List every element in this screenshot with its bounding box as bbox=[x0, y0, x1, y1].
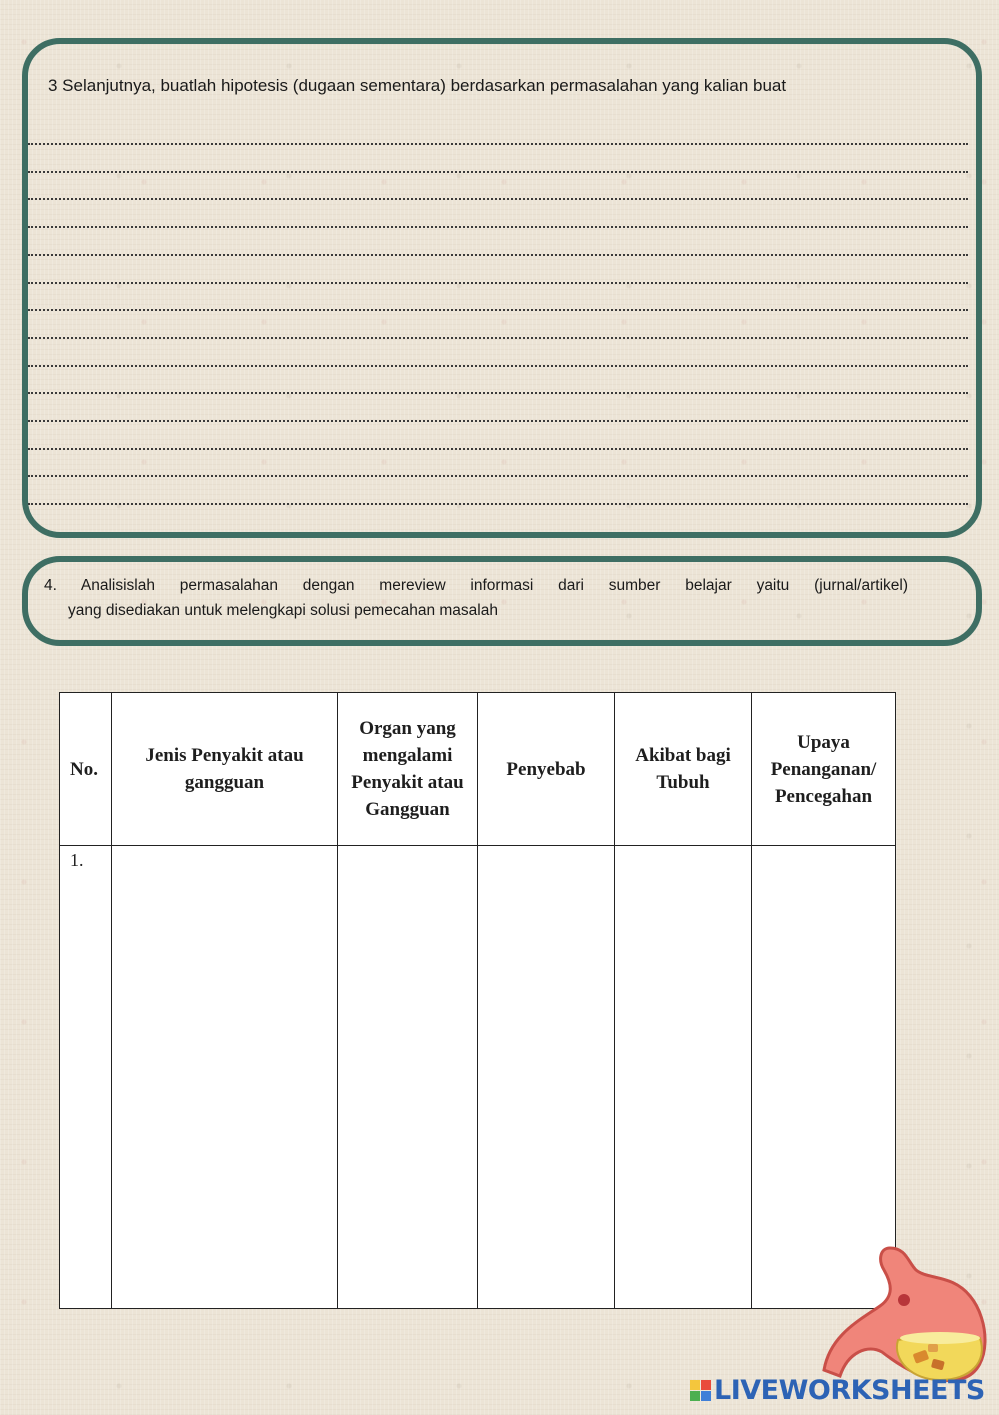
logo-square bbox=[701, 1391, 711, 1401]
answer-line[interactable] bbox=[28, 171, 968, 173]
logo-square bbox=[690, 1380, 700, 1390]
logo-squares-icon bbox=[690, 1380, 711, 1401]
cell-no: 1. bbox=[60, 846, 112, 1309]
cell-akibat[interactable] bbox=[615, 846, 752, 1309]
header-upaya: Upaya Penanganan/ Pencegahan bbox=[752, 693, 896, 846]
cell-penyebab[interactable] bbox=[478, 846, 615, 1309]
answer-line[interactable] bbox=[28, 365, 968, 367]
cell-organ[interactable] bbox=[338, 846, 478, 1309]
header-no: No. bbox=[60, 693, 112, 846]
logo-square bbox=[701, 1380, 711, 1390]
cell-jenis-penyakit[interactable] bbox=[112, 846, 338, 1309]
answer-line[interactable] bbox=[28, 309, 968, 311]
hypothesis-frame bbox=[22, 38, 982, 538]
answer-line[interactable] bbox=[28, 448, 968, 450]
table-header-row bbox=[60, 693, 896, 846]
header-akibat: Akibat bagi Tubuh bbox=[615, 693, 752, 846]
hypothesis-prompt: 3 Selanjutnya, buatlah hipotesis (dugaan sementara) berdasarkan permasalahan yang kalian buat bbox=[48, 76, 787, 95]
answer-line[interactable] bbox=[28, 226, 968, 228]
answer-line[interactable] bbox=[28, 143, 968, 145]
liveworksheets-logo bbox=[690, 1373, 985, 1407]
answer-line[interactable] bbox=[28, 337, 968, 339]
answer-line[interactable] bbox=[28, 475, 968, 477]
analysis-prompt-line-1: 4. Analisislah permasalahan dengan mereview informasi dari sumber belajar yaitu (jurnal/artikel) bbox=[44, 577, 908, 594]
answer-line[interactable] bbox=[28, 254, 968, 256]
answer-line[interactable] bbox=[28, 392, 968, 394]
answer-line[interactable] bbox=[28, 282, 968, 284]
answer-line[interactable] bbox=[28, 503, 968, 505]
analysis-table bbox=[59, 692, 896, 1309]
table-row bbox=[60, 846, 896, 1309]
answer-line[interactable] bbox=[28, 420, 968, 422]
logo-text: LIVEWORKSHEETS bbox=[714, 1374, 985, 1406]
header-organ: Organ yang mengalami Penyakit atau Gangguan bbox=[338, 693, 478, 846]
analysis-prompt-line-2: yang disediakan untuk melengkapi solusi pemecahan masalah bbox=[68, 602, 498, 619]
header-penyebab: Penyebab bbox=[478, 693, 615, 846]
answer-line[interactable] bbox=[28, 198, 968, 200]
logo-square bbox=[690, 1391, 700, 1401]
header-jenis-penyakit: Jenis Penyakit atau gangguan bbox=[112, 693, 338, 846]
stomach-illustration-icon bbox=[820, 1240, 990, 1390]
